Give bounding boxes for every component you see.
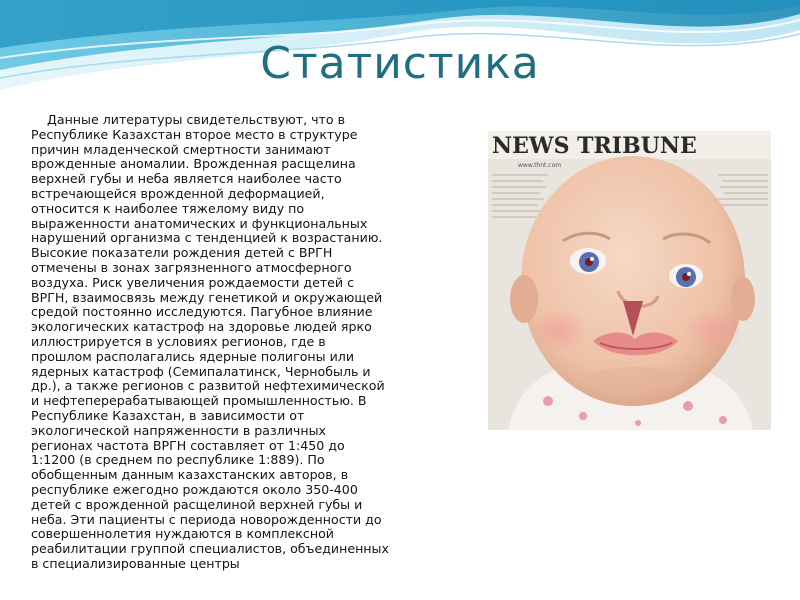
newspaper-url: www.thnt.com	[518, 162, 562, 169]
slide-body-text: Данные литературы свидетельствуют, что в Республике Казахстан второе место в структуре причин младенческой смертности занимают врожденные аномалии. Врожденная расщелина верхней губы и неба является наиболее часто встречающейся врожденной деформацией, относится к наиболее тяжелому виду по выраженности анатомических и функциональных нарушений организма с тенденцией к возрастанию. Высокие показатели рождения детей с ВРГН отмечены в зонах загрязненного атмосферного воздуха. Риск увеличения рождаемости детей с ВРГН, взаимосвязь между генетикой и окружающей средой постоянно исследуются. Пагубное влияние экологических катастроф на здоровье людей ярко иллюстрируется в условиях регионов, где в прошлом располагались ядерные полигоны или ядерных катастроф (Семипалатинск, Чернобыль и др.), а также регионов с развитой нефтехимической и нефтеперерабатывающей промышленностью. В Республике Казахстан, в зависимости от экологической напряженности в различных регионах частота ВРГН составляет от 1:450 до 1:1200 (в среднем по республике 1:889). По обобщенным данным казахстанских авторов, в республике ежегодно рождаются около 350-400 детей с врожденной расщелиной верхней губы и неба. Эти пациенты с периода новорожденности до совершеннолетия нуждаются в комплексной реабилитации группой специалистов, объединенных в специализированные центры	[31, 112, 389, 571]
slide-title: Статистика	[260, 38, 540, 89]
baby-photo	[488, 131, 771, 430]
newspaper-masthead: NEWS TRIBUNE	[492, 133, 697, 159]
